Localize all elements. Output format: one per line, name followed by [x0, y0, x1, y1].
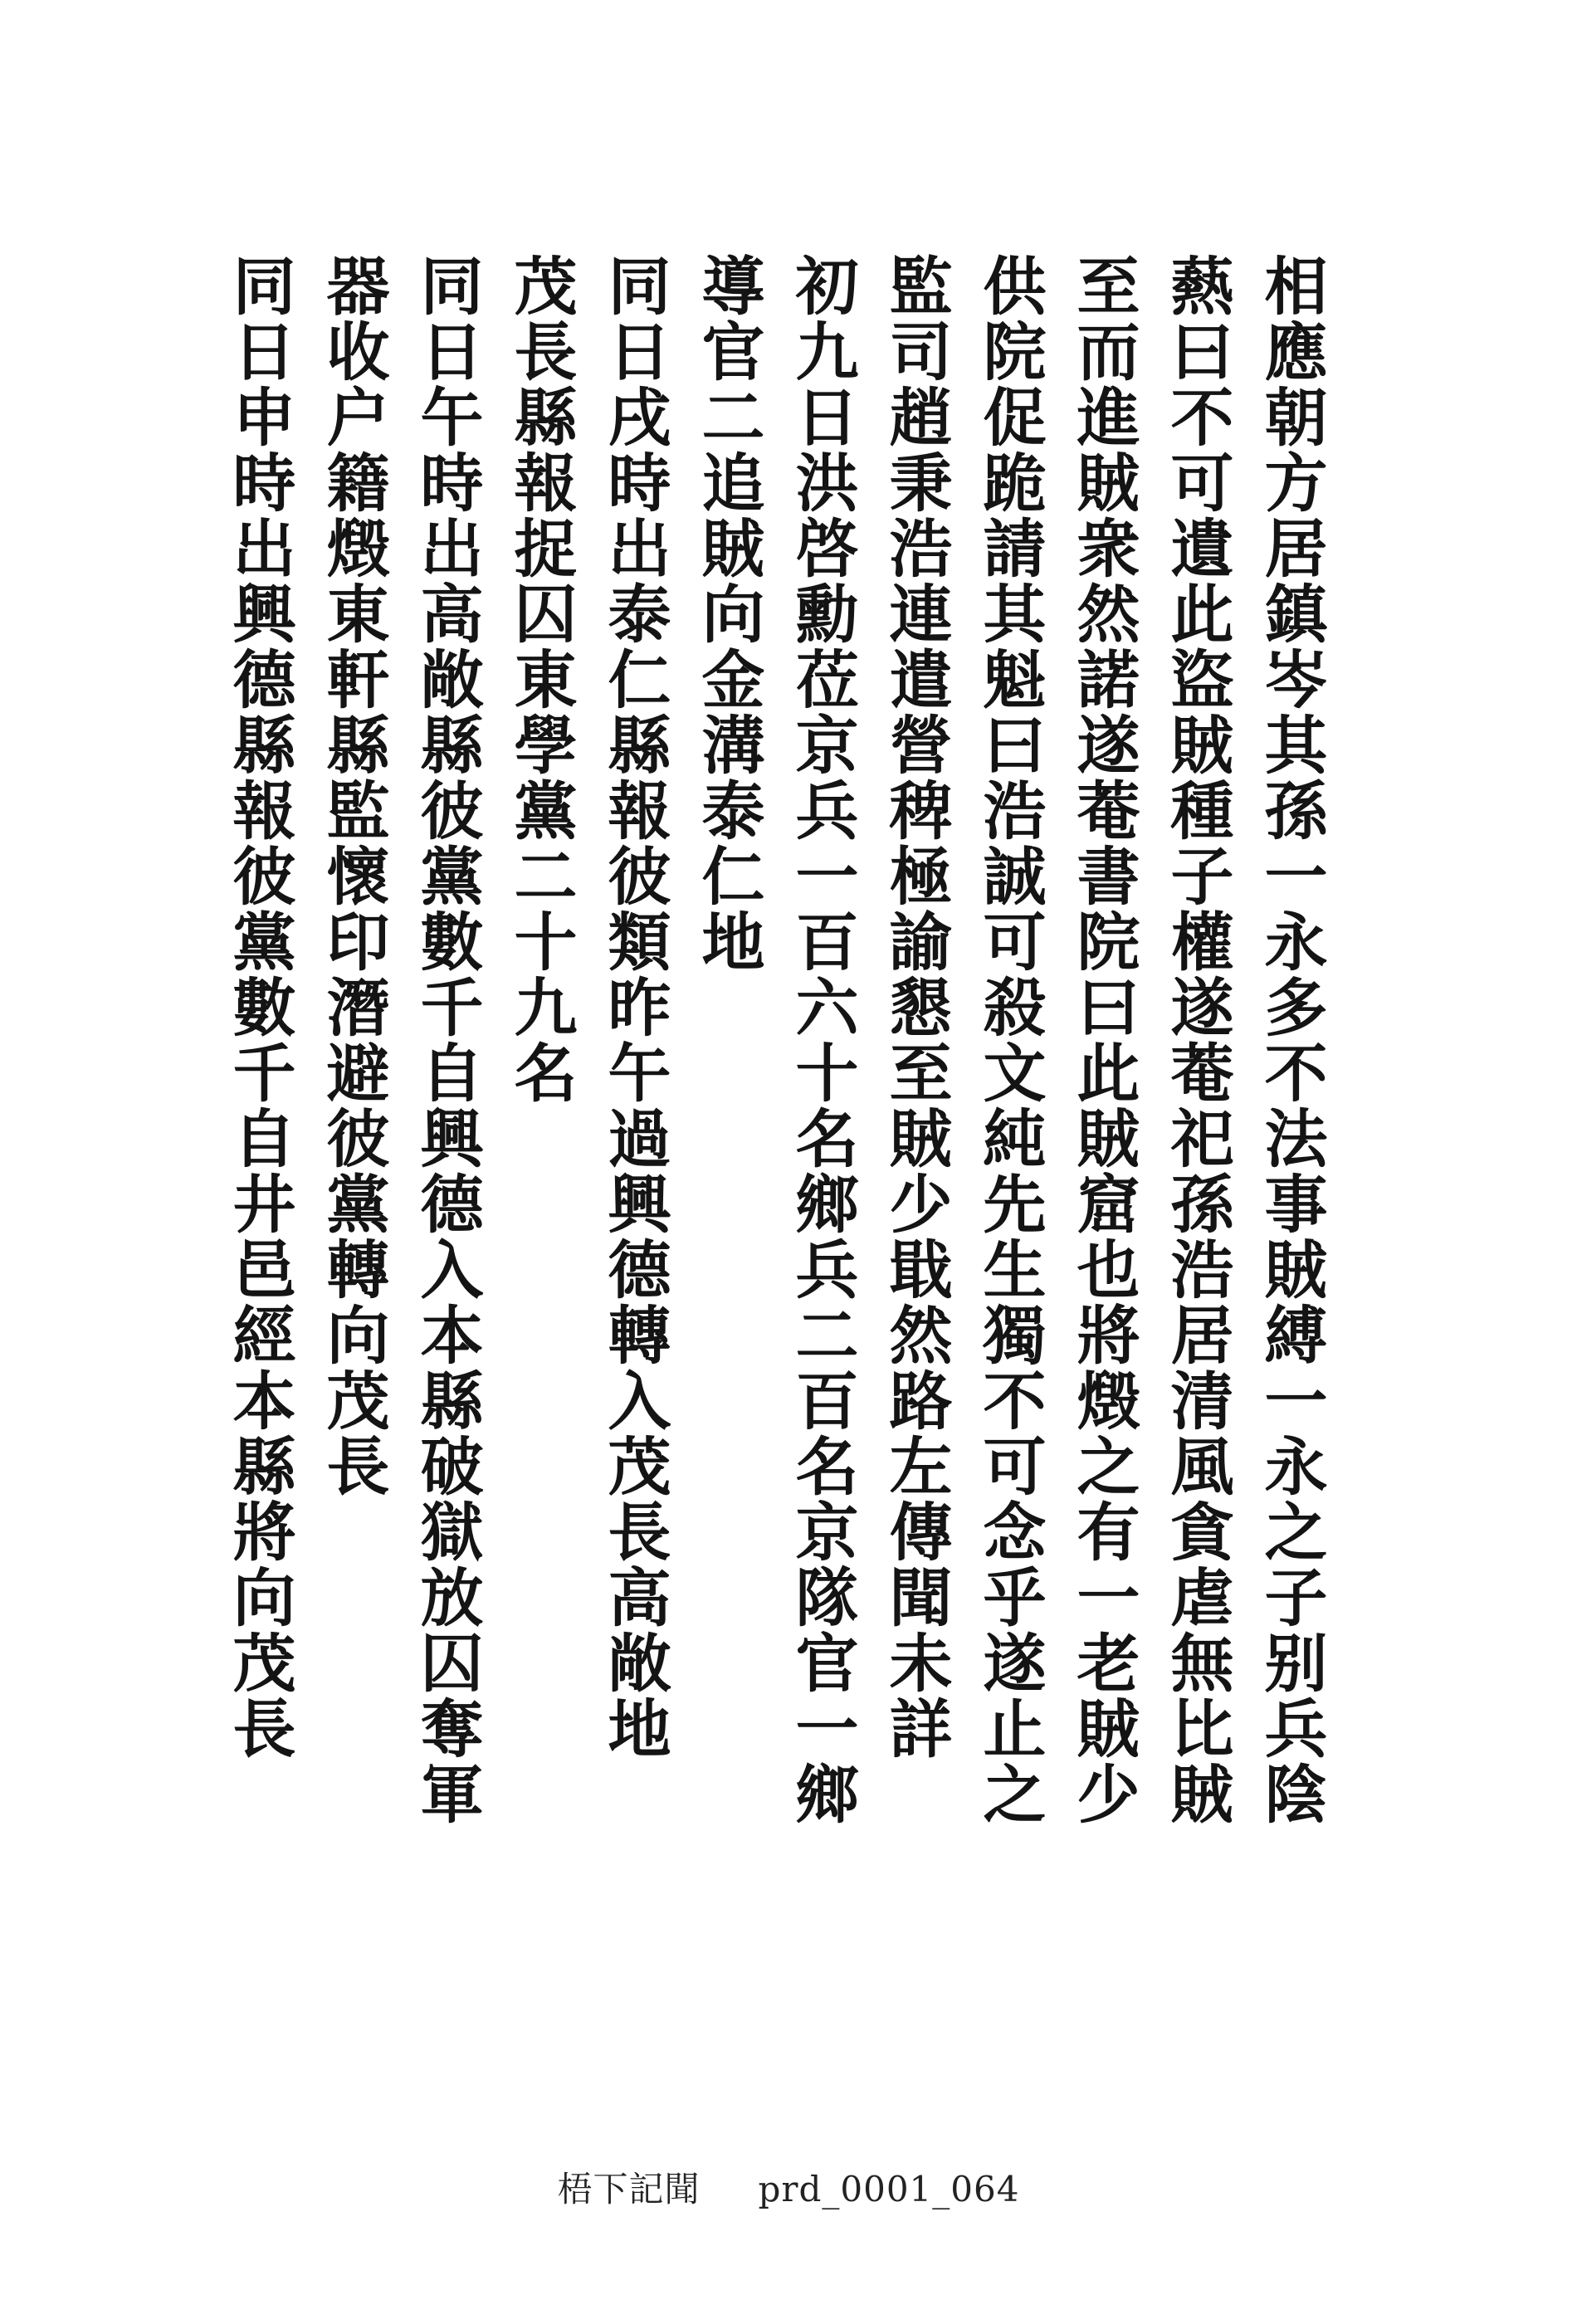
text-column-8: 同日戌時出泰仁縣報彼類昨午過興德轉入茂長高敞地: [598, 253, 671, 1761]
text-column-7: 導官二追賊向金溝泰仁地: [691, 253, 765, 974]
text-column-1: 相應朝方居鎮岑其孫一永多不法事賊縛一永之子别兵陰: [1254, 253, 1328, 1827]
footer-page-id: prd_0001_064: [758, 2169, 1020, 2209]
page-footer: [0, 2162, 1577, 2212]
text-column-10: 同日午時出高敞縣彼黨數千自興德入本縣破獄放囚奪軍: [410, 253, 484, 1827]
text-column-3: 至而進賊衆然諾遂菴書院曰此賊窟也將燬之有一老賊少: [1067, 253, 1140, 1827]
text-column-12: 同日申時出興德縣報彼黨數千自井邑經本縣將向茂長: [222, 253, 296, 1761]
text-column-9: 茂長縣報捉囚東學黨二十九名: [504, 253, 578, 1106]
text-column-2: 爇曰不可遺此盜賊種子權遂菴祀孫浩居清風貪虐無比賊: [1160, 253, 1234, 1827]
text-column-6: 初九日洪啓勳莅京兵一百六十名鄉兵二百名京隊官一鄉: [785, 253, 859, 1827]
text-column-4: 供院促跪請其魁曰浩誠可殺文純先生獨不可念乎遂止之: [973, 253, 1047, 1827]
text-column-11: 器收户籍燬東軒縣監懷印潛避彼黨轉向茂長: [316, 253, 390, 1499]
text-column-5: 監司趙秉浩連遣營稗極諭懇至賊少戢然路左傳聞未詳: [879, 253, 953, 1761]
footer-title: 梧下記聞: [557, 2169, 701, 2209]
manuscript-text: [222, 253, 1328, 1830]
